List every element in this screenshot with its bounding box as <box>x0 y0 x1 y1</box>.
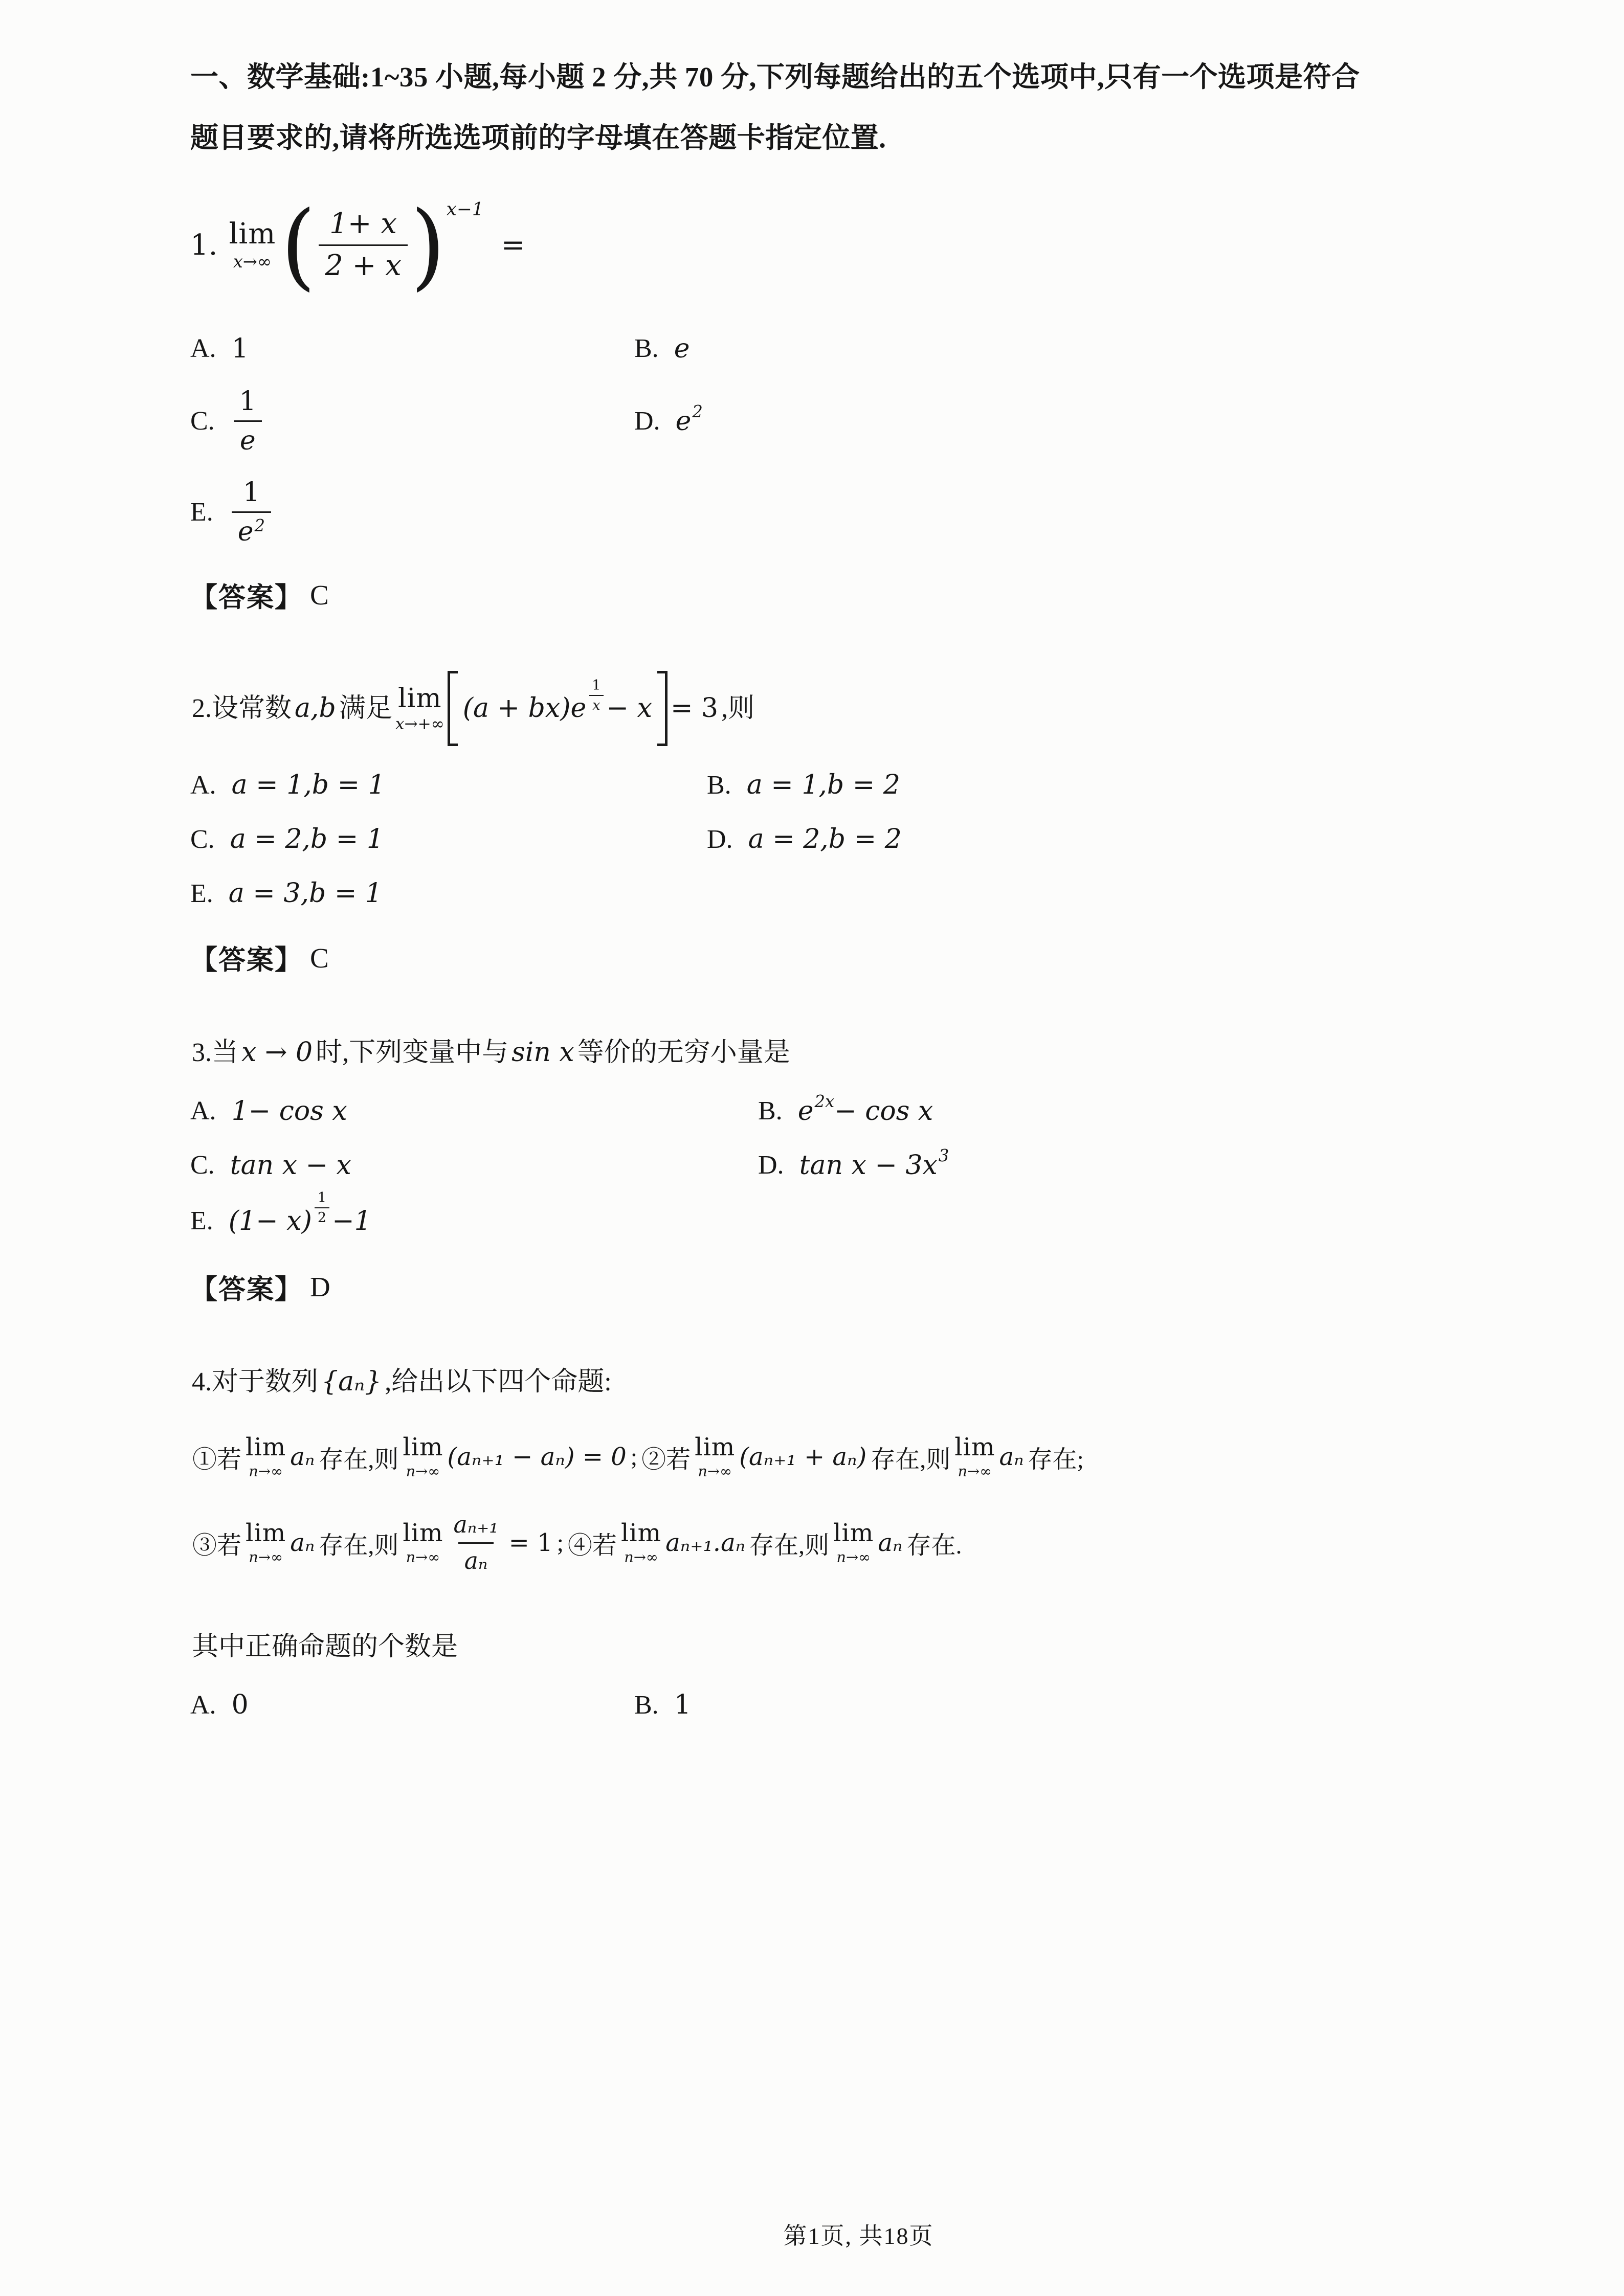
limit-operator <box>621 1521 661 1565</box>
prop3-mid: 存在,则 <box>319 1532 399 1559</box>
equals-sign: = <box>501 229 525 262</box>
lim-subscript: x→∞ <box>233 252 272 272</box>
den-base: e <box>237 516 254 548</box>
q2-exponent-fraction <box>589 679 604 712</box>
option-label: C. <box>190 407 215 436</box>
q2-options-row-ab <box>190 770 1527 800</box>
open-bracket <box>448 671 458 746</box>
fraction-numerator: aₙ₊₁ <box>453 1511 499 1539</box>
lim-subscript: n→∞ <box>406 1548 440 1566</box>
header-line-1: 一、数学基础:1~35 小题,每小题 2 分,共 70 分,下列每题给出的五个选项中,只有一个选项是符合 <box>190 61 1360 93</box>
prop1-separator: ; <box>630 1443 638 1471</box>
q4-propositions-line-2 <box>190 1513 1527 1573</box>
q3-options-row-cd <box>190 1146 1527 1181</box>
option-exponent: 3 <box>938 1146 949 1166</box>
prop4-head: ④若 <box>567 1532 617 1559</box>
q4-stem-text: 4.对于数列 <box>192 1367 319 1397</box>
q4-stem <box>190 1363 1527 1401</box>
limit-operator <box>246 1435 286 1479</box>
q1-exponent: x−1 <box>446 199 484 220</box>
fraction-denominator <box>232 511 271 546</box>
option-value: tan x − x <box>230 1150 351 1181</box>
prop4-tail: 存在. <box>906 1532 962 1559</box>
q1-options-row-e <box>190 479 1527 546</box>
q3-options-row-ab <box>190 1092 1527 1127</box>
q3-option-e <box>190 1190 758 1238</box>
q1-options-row-ab <box>190 333 1527 364</box>
header-line-2: 题目要求的,请将所选选项前的字母填在答题卡指定位置. <box>190 122 886 153</box>
prop4-expression: aₙ₊₁.aₙ <box>665 1528 746 1558</box>
prop1-expression: (aₙ₊₁ − aₙ) = 0 <box>447 1443 627 1472</box>
answer-label: 【答案】 <box>190 1274 303 1304</box>
option-exponent: 2 <box>692 402 703 421</box>
option-label: E. <box>190 1206 213 1236</box>
q2-variables: a,b <box>295 692 336 724</box>
q4-option-b <box>634 1690 1527 1720</box>
option-head: (1− x) <box>228 1205 312 1236</box>
q1-fraction <box>319 209 408 281</box>
q1-options-row-cd <box>190 388 1527 455</box>
option-label: D. <box>758 1151 784 1180</box>
q4-question-line <box>190 1628 1527 1666</box>
q4-options-row-ab <box>190 1690 1527 1720</box>
den-exponent: 2 <box>254 515 265 535</box>
answer-letter: C <box>310 942 329 974</box>
prop1-term: aₙ <box>290 1443 315 1472</box>
q1-stem-formula: 1. lim x→∞ ( $\frac{1+ x}{2 + x}$ ) x−1 = <box>190 190 525 300</box>
option-label: A. <box>190 334 216 364</box>
prop3-term: aₙ <box>290 1528 315 1558</box>
fraction-denominator: aₙ <box>458 1542 494 1573</box>
q2-stem-text: 满足 <box>339 693 392 723</box>
option-head: tan x − 3x <box>799 1150 938 1181</box>
option-label: A. <box>190 1690 216 1720</box>
q1-limit-operator <box>229 217 276 272</box>
fraction-numerator: 1 <box>239 386 256 417</box>
answer-label: 【答案】 <box>190 582 303 613</box>
option-label: B. <box>634 1690 659 1720</box>
prop2-term: aₙ <box>999 1443 1024 1472</box>
q1-answer <box>190 576 1527 615</box>
q2-option-a <box>190 770 707 800</box>
option-tail: −1 <box>332 1205 371 1236</box>
limit-operator <box>954 1435 995 1479</box>
option-base: e <box>675 406 692 437</box>
limit-operator <box>403 1521 443 1565</box>
q2-bracket-content <box>458 671 657 746</box>
exp-denominator: x <box>589 695 603 712</box>
exp-denominator: 2 <box>315 1207 329 1225</box>
prop4-mid: 存在,则 <box>749 1532 830 1559</box>
option-label: C. <box>190 1151 215 1180</box>
q3-option-a <box>190 1096 758 1127</box>
option-value: 1− cos x <box>231 1095 347 1127</box>
prop4-term: aₙ <box>878 1528 903 1558</box>
option-label: E. <box>190 879 213 908</box>
prop1-head: ①若 <box>192 1446 242 1473</box>
q3-stem <box>190 1033 1527 1072</box>
option-label: E. <box>190 498 213 527</box>
q3-option-c <box>190 1150 758 1181</box>
answer-letter: C <box>310 579 329 611</box>
lim-subscript: n→∞ <box>698 1462 732 1480</box>
q2-equals-value: = 3 <box>670 692 719 724</box>
lim-subscript: n→∞ <box>249 1548 283 1566</box>
q1-option-e <box>190 479 634 546</box>
prop3-head: ③若 <box>192 1532 242 1559</box>
q1-option-a <box>190 333 634 364</box>
option-label: A. <box>190 1096 216 1126</box>
q2-answer <box>190 938 1527 977</box>
q2-stem-text: 2.设常数 <box>192 693 292 723</box>
q2-stem <box>190 671 1527 746</box>
q2-option-d <box>707 824 1527 854</box>
q4-stem-text: ,给出以下四个命题: <box>385 1367 612 1397</box>
answer-label: 【答案】 <box>190 945 303 976</box>
lim-subscript: n→∞ <box>249 1462 283 1480</box>
q4-propositions-line-1 <box>190 1435 1527 1479</box>
prop2-tail: 存在; <box>1028 1446 1084 1473</box>
lim-word: lim <box>620 1519 662 1548</box>
prop3-fraction <box>448 1513 505 1573</box>
q2-option-b <box>707 770 1527 800</box>
q3-option-d <box>758 1146 1527 1181</box>
q2-expression-head: (a + bx)e <box>462 692 587 724</box>
q2-stem-text: ,则 <box>721 693 755 723</box>
q2-options-row-cd <box>190 824 1527 854</box>
option-value: 1 <box>231 333 249 364</box>
lim-word: lim <box>246 1519 286 1548</box>
limit-operator <box>403 1435 443 1479</box>
prop1-mid: 存在,则 <box>319 1446 399 1473</box>
q2-option-e <box>190 878 707 909</box>
option-exponent: 2x <box>814 1092 835 1112</box>
q4-sequence: {aₙ} <box>321 1366 382 1397</box>
fraction-denominator: e <box>234 420 262 455</box>
option-value: a = 1,b = 2 <box>746 770 900 801</box>
option-value: a = 2,b = 2 <box>748 824 902 855</box>
option-base: e <box>797 1095 814 1127</box>
option-label: C. <box>190 824 215 854</box>
option-label: D. <box>634 407 660 436</box>
option-label: B. <box>707 770 731 800</box>
exp-numerator: 1 <box>317 1190 327 1206</box>
lim-word: lim <box>833 1519 874 1548</box>
answer-letter: D <box>310 1271 330 1303</box>
q1-option-b <box>634 333 1527 364</box>
q2-option-c <box>190 824 707 854</box>
lim-word: lim <box>397 683 442 714</box>
prop3-separator: ; <box>557 1529 564 1557</box>
limit-operator <box>833 1521 874 1565</box>
option-value: a = 3,b = 1 <box>228 878 383 909</box>
prop2-head: ②若 <box>641 1446 691 1473</box>
q3-math-limit: x → 0 <box>241 1037 313 1068</box>
prop3-equals: = 1 <box>508 1528 553 1558</box>
q2-limit-operator <box>395 685 444 732</box>
fraction-numerator: 1 <box>242 477 260 508</box>
limit-operator <box>246 1521 286 1565</box>
q2-bracket-group <box>448 671 668 746</box>
q3-math-sinx: sin x <box>511 1037 574 1068</box>
lim-word: lim <box>403 1433 443 1462</box>
lim-subscript: n→∞ <box>624 1548 658 1566</box>
lim-word: lim <box>229 217 276 251</box>
option-value: e <box>674 333 690 364</box>
option-exponent-fraction <box>315 1191 329 1225</box>
prop2-expression: (aₙ₊₁ + aₙ) <box>739 1443 867 1472</box>
q3-stem-text: 等价的无穷小量是 <box>577 1038 790 1068</box>
lim-word: lim <box>954 1433 995 1462</box>
option-label: B. <box>758 1096 783 1126</box>
exp-numerator: 1 <box>592 677 601 693</box>
q4-option-a <box>190 1690 634 1720</box>
prop2-mid: 存在,则 <box>871 1446 951 1473</box>
q1-fraction-numerator: 1+ x <box>329 207 397 241</box>
q4-question-text: 其中正确命题的个数是 <box>192 1632 458 1661</box>
lim-subscript: n→∞ <box>406 1462 440 1480</box>
limit-operator <box>695 1435 735 1479</box>
close-bracket <box>657 671 668 746</box>
lim-word: lim <box>246 1433 286 1462</box>
q1-option-d <box>634 402 1527 437</box>
lim-subscript: n→∞ <box>958 1462 992 1480</box>
q3-option-b <box>758 1092 1527 1127</box>
q3-options-row-e <box>190 1190 1527 1238</box>
q2-options-row-e <box>190 878 1527 909</box>
option-value: a = 1,b = 1 <box>231 770 385 801</box>
option-fraction <box>232 479 271 546</box>
lim-subscript: n→∞ <box>836 1548 871 1566</box>
option-label: B. <box>634 334 659 364</box>
page-number-footer: 第1页, 共18页 <box>783 2223 934 2249</box>
option-label: A. <box>190 770 216 800</box>
q3-answer <box>190 1268 1527 1307</box>
option-value: 1 <box>674 1690 691 1721</box>
q2-expression-tail: − x <box>606 692 652 724</box>
lim-word: lim <box>695 1433 736 1462</box>
option-tail: − cos x <box>834 1095 933 1127</box>
q1-fraction-denominator: 2 + x <box>319 244 408 281</box>
q3-stem-text: 时,下列变量中与 <box>316 1038 509 1068</box>
option-value: a = 2,b = 1 <box>230 824 384 855</box>
option-fraction <box>233 388 262 455</box>
option-label: D. <box>707 824 733 854</box>
q1-option-c <box>190 388 634 455</box>
q1-number: 1. <box>190 229 218 262</box>
section-header <box>190 47 1527 169</box>
lim-subscript: x→+∞ <box>395 714 444 733</box>
option-value: 0 <box>231 1690 249 1721</box>
q3-stem-text: 3.当 <box>192 1038 239 1068</box>
lim-word: lim <box>403 1519 443 1548</box>
